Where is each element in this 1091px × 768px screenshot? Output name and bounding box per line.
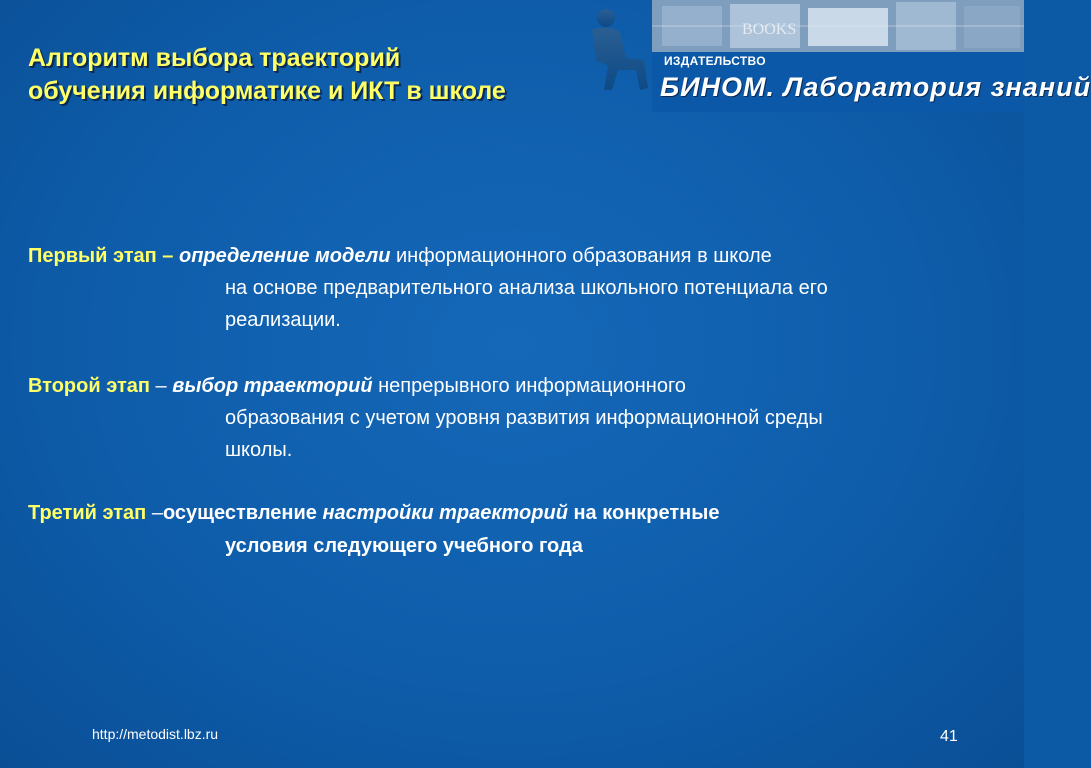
stage-2-dash: –	[150, 375, 173, 397]
stage-2	[28, 370, 1008, 466]
stage-2-lead: Второй этап	[28, 375, 150, 397]
stage-2-line-1	[28, 370, 1008, 402]
slide-title	[28, 42, 588, 108]
stage-1-emphasis: определение модели	[178, 245, 391, 267]
stage-2-emphasis: выбор траекторий	[172, 375, 373, 397]
stage-3-bold: осуществление	[162, 502, 323, 524]
publisher-name: БИНОМ. Лаборатория знаний	[660, 72, 1091, 102]
stage-2-line-3: школы.	[225, 439, 293, 461]
stage-3-rest: на конкретные	[567, 502, 720, 524]
stage-3-line-1	[28, 496, 1008, 530]
books-banner-art	[652, 0, 1024, 52]
stage-2-line-2: образования с учетом уровня развития информационной среды	[225, 407, 823, 429]
books-banner-label: BOOKS	[742, 21, 797, 38]
stage-1-line-1	[28, 240, 1008, 272]
stage-1-rest: информационного образования в школе	[390, 245, 772, 267]
stage-1	[28, 240, 1008, 336]
publisher-small-label: ИЗДАТЕЛЬСТВО	[664, 54, 766, 68]
stage-2-rest: непрерывного информационного	[372, 375, 686, 397]
stage-1-line-2: на основе предварительного анализа школьного потенциала его	[225, 277, 828, 299]
stage-1-line-3: реализации.	[225, 309, 341, 331]
footer-url-link[interactable]: http://metodist.lbz.ru	[92, 726, 219, 742]
page-number: 41	[940, 728, 958, 745]
stage-1-dash: –	[156, 245, 179, 267]
stage-3-lead: Третий этап	[28, 502, 147, 524]
stage-3-line-2: условия следующего учебного года	[225, 535, 583, 557]
stage-3	[28, 496, 1008, 562]
title-line-1: Алгоритм выбора траекторий	[28, 44, 401, 72]
stage-3-emphasis: настройки траекторий	[322, 502, 568, 524]
stage-1-lead: Первый этап	[28, 245, 157, 267]
reader-silhouette-icon	[578, 0, 658, 100]
stage-3-dash: –	[146, 502, 163, 524]
books-banner-image	[652, 0, 1024, 52]
title-line-2: обучения информатике и ИКТ в школе	[28, 77, 506, 105]
